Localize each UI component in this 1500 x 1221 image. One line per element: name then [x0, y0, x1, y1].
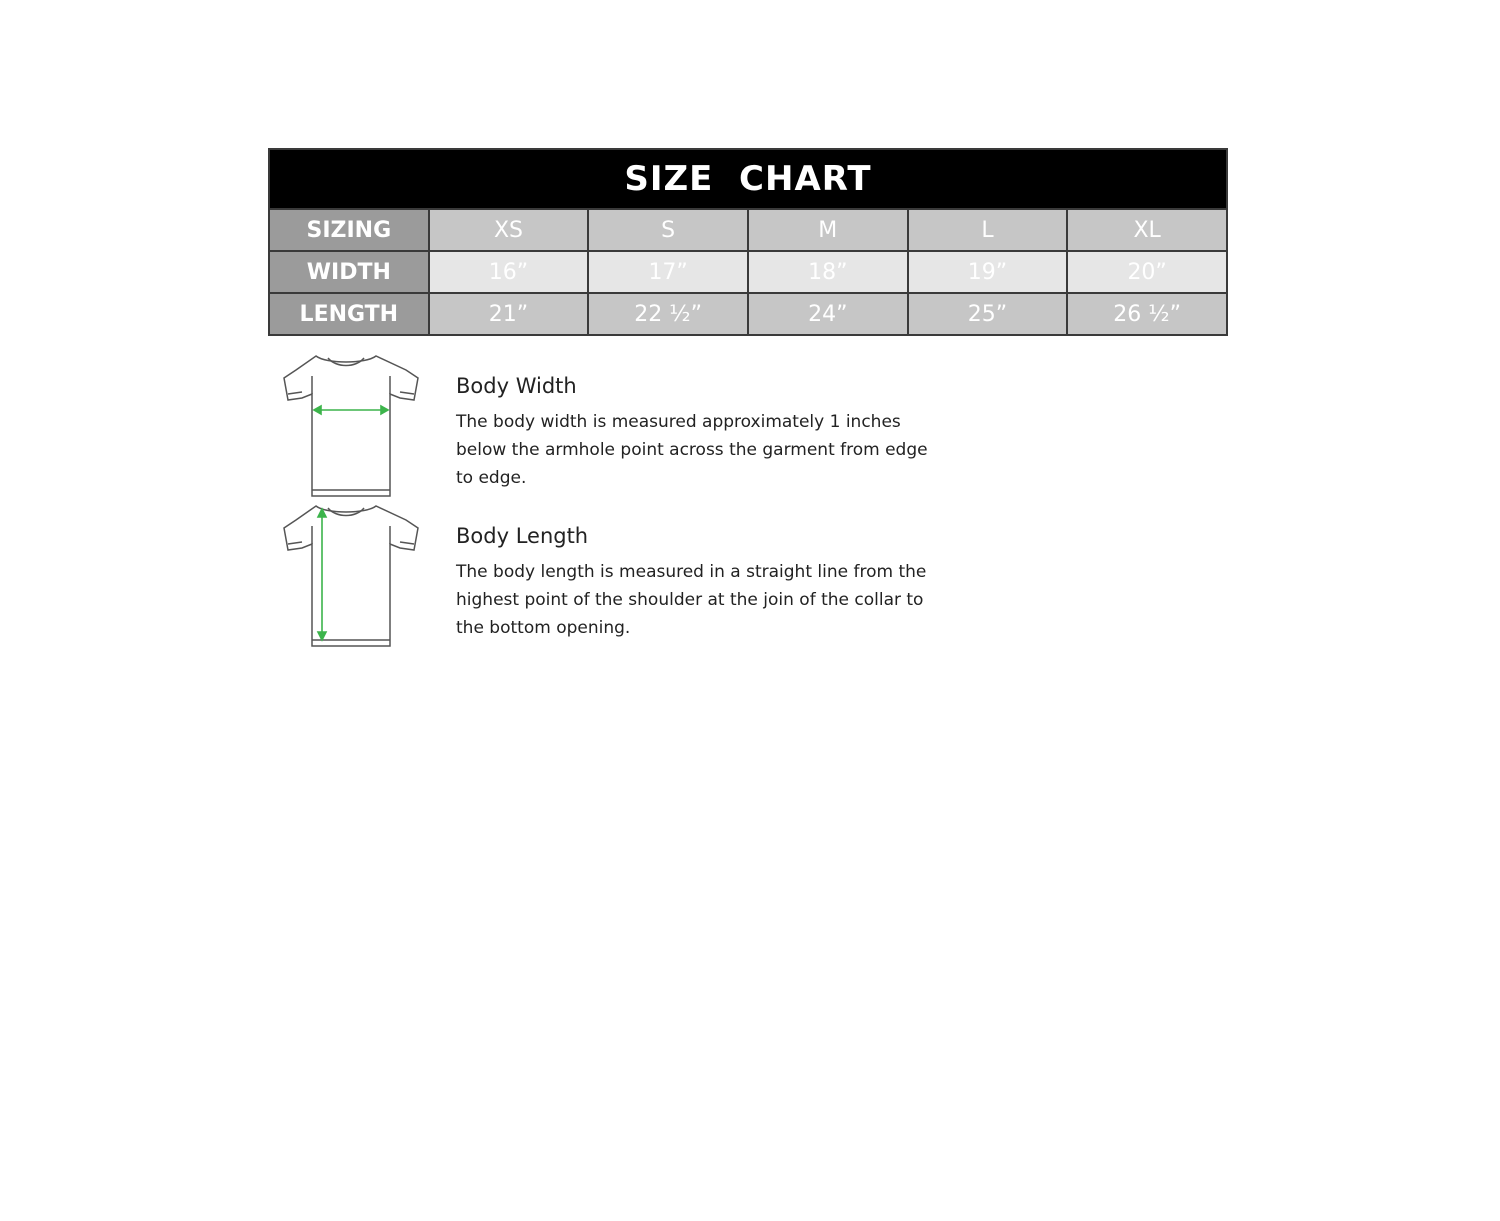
size-chart-title: SIZE CHART: [269, 149, 1227, 209]
width-label: WIDTH: [269, 251, 429, 293]
body-length-heading: Body Length: [456, 524, 589, 548]
width-cell: 18”: [748, 251, 908, 293]
size-cell: L: [908, 209, 1068, 251]
size-cell: S: [588, 209, 748, 251]
length-cell: 24”: [748, 293, 908, 335]
size-cell: XS: [429, 209, 589, 251]
size-cell: M: [748, 209, 908, 251]
length-row: [269, 293, 1227, 335]
width-cell: 20”: [1067, 251, 1227, 293]
width-row: [269, 251, 1227, 293]
size-chart-table: [268, 148, 1228, 336]
body-length-description: The body length is measured in a straight line from the highest point of the shoulder at the join of the collar to the bottom opening.: [456, 562, 927, 638]
body-width-text: [456, 374, 946, 492]
width-cell: 16”: [429, 251, 589, 293]
length-cell: 26 ½”: [1067, 293, 1227, 335]
width-cell: 17”: [588, 251, 748, 293]
length-cell: 22 ½”: [588, 293, 748, 335]
width-cell: 19”: [908, 251, 1068, 293]
body-width-heading: Body Width: [456, 374, 577, 398]
length-label: LENGTH: [269, 293, 429, 335]
tshirt-width-icon: [276, 350, 426, 500]
body-length-text: [456, 524, 946, 642]
length-cell: 21”: [429, 293, 589, 335]
size-cell: XL: [1067, 209, 1227, 251]
length-cell: 25”: [908, 293, 1068, 335]
body-width-description: The body width is measured approximately 1 inches below the armhole point across the garment from edge to edge.: [456, 412, 928, 488]
tshirt-length-icon: [276, 500, 426, 650]
sizing-label: SIZING: [269, 209, 429, 251]
sizing-row: [269, 209, 1227, 251]
